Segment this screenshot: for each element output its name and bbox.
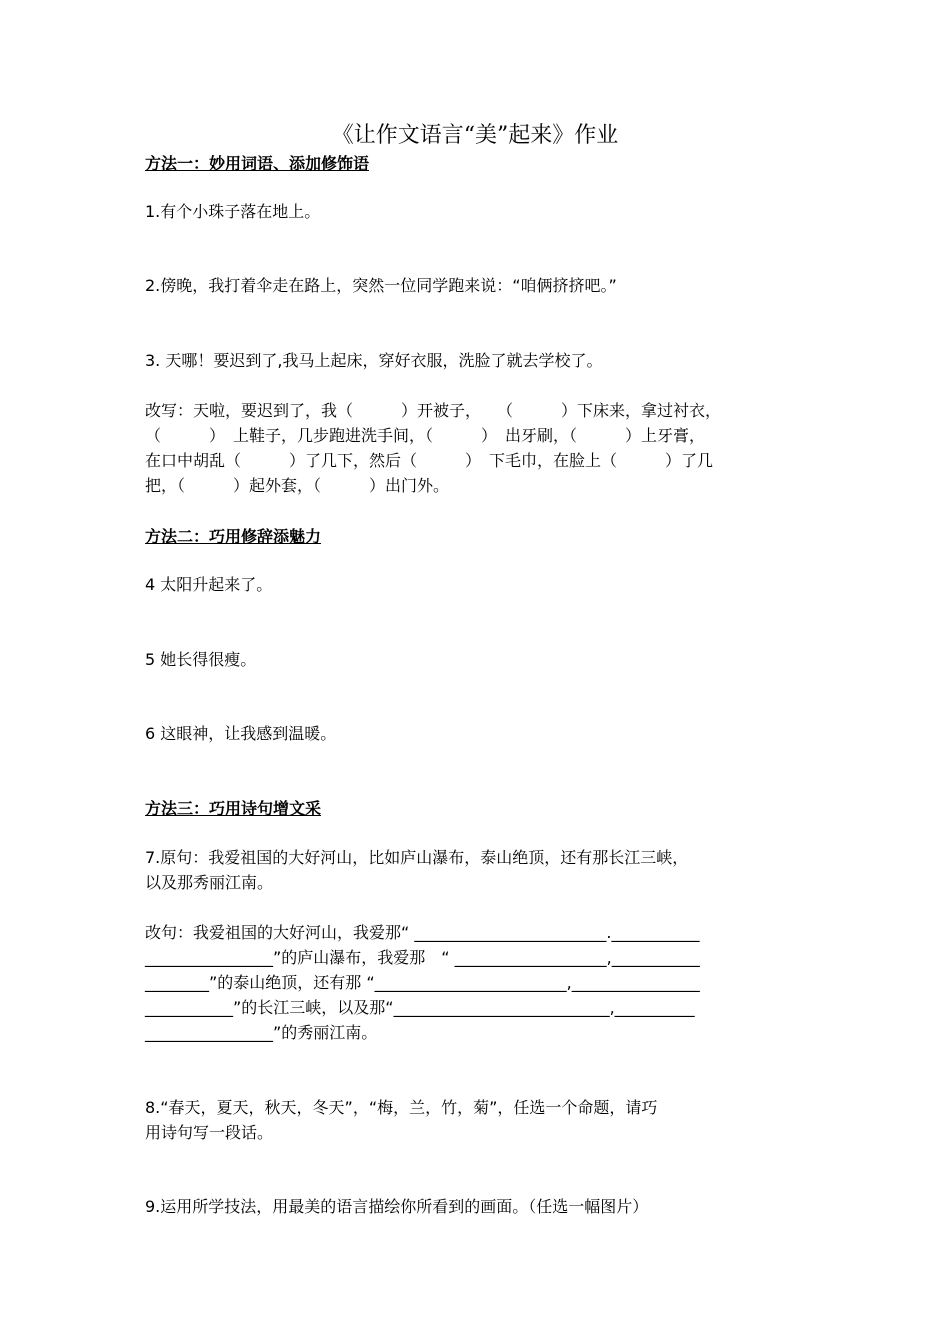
question-1: 1.有个小珠子落在地上。 (145, 202, 321, 221)
question-3: 3. 天哪！要迟到了,我马上起床，穿好衣服，洗脸了就去学校了。 (145, 351, 603, 370)
question-2: 2.傍晚，我打着伞走在路上，突然一位同学跑来说：“咱俩挤挤吧。” (145, 276, 617, 295)
question-7-rewrite-line: ________”的泰山绝顶，还有那 “________________________,________________ (145, 973, 700, 992)
method-one-heading: 方法一：妙用词语、添加修饰语 (145, 154, 370, 173)
question-6: 6 这眼神，让我感到温暖。 (145, 724, 337, 743)
question-5: 5 她长得很瘦。 (145, 650, 257, 669)
question-7-rewrite-line: ________________”的秀丽江南。 (145, 1023, 378, 1042)
question-4: 4 太阳升起来了。 (145, 575, 273, 594)
question-8-line: 用诗句写一段话。 (145, 1123, 274, 1142)
question-3-rewrite-line: 改写：天啦，要迟到了，我（ ）开被子， （ ）下床来，拿过衬衣， (145, 401, 722, 420)
question-7-rewrite-line: 改句：我爱祖国的大好河山，我爱那“ ________________________.___________ (145, 923, 700, 942)
method-three-heading: 方法三：巧用诗句增文采 (145, 799, 322, 818)
question-7-line: 7.原句：我爱祖国的大好河山，比如庐山瀑布，泰山绝顶，还有那长江三峡， (145, 848, 689, 867)
method-two-heading: 方法二：巧用修辞添魅力 (145, 527, 322, 546)
question-8-line: 8.“春天，夏天，秋天，冬天”，“梅，兰，竹，菊”，任选一个命题，请巧 (145, 1098, 658, 1117)
document-title: 《让作文语言“美”起来》作业 (331, 123, 619, 148)
question-7-line: 以及那秀丽江南。 (145, 873, 274, 892)
question-3-rewrite-line: 在口中胡乱（ ）了几下，然后（ ） 下毛巾，在脸上（ ）了几 (145, 451, 714, 470)
question-7-rewrite-line: ___________”的长江三峡，以及那“___________________________,__________ (145, 998, 695, 1017)
question-7-rewrite-line: ________________”的庐山瀑布，我爱那 “ ___________________,___________ (145, 948, 700, 967)
question-3-rewrite-line: 把，（ ）起外套，（ ）出门外。 (145, 476, 450, 495)
question-3-rewrite-line: （ ） 上鞋子，几步跑进洗手间，（ ） 出牙刷，（ ）上牙膏， (145, 426, 706, 445)
question-9: 9.运用所学技法，用最美的语言描绘你所看到的画面。（任选一幅图片） (145, 1197, 649, 1216)
